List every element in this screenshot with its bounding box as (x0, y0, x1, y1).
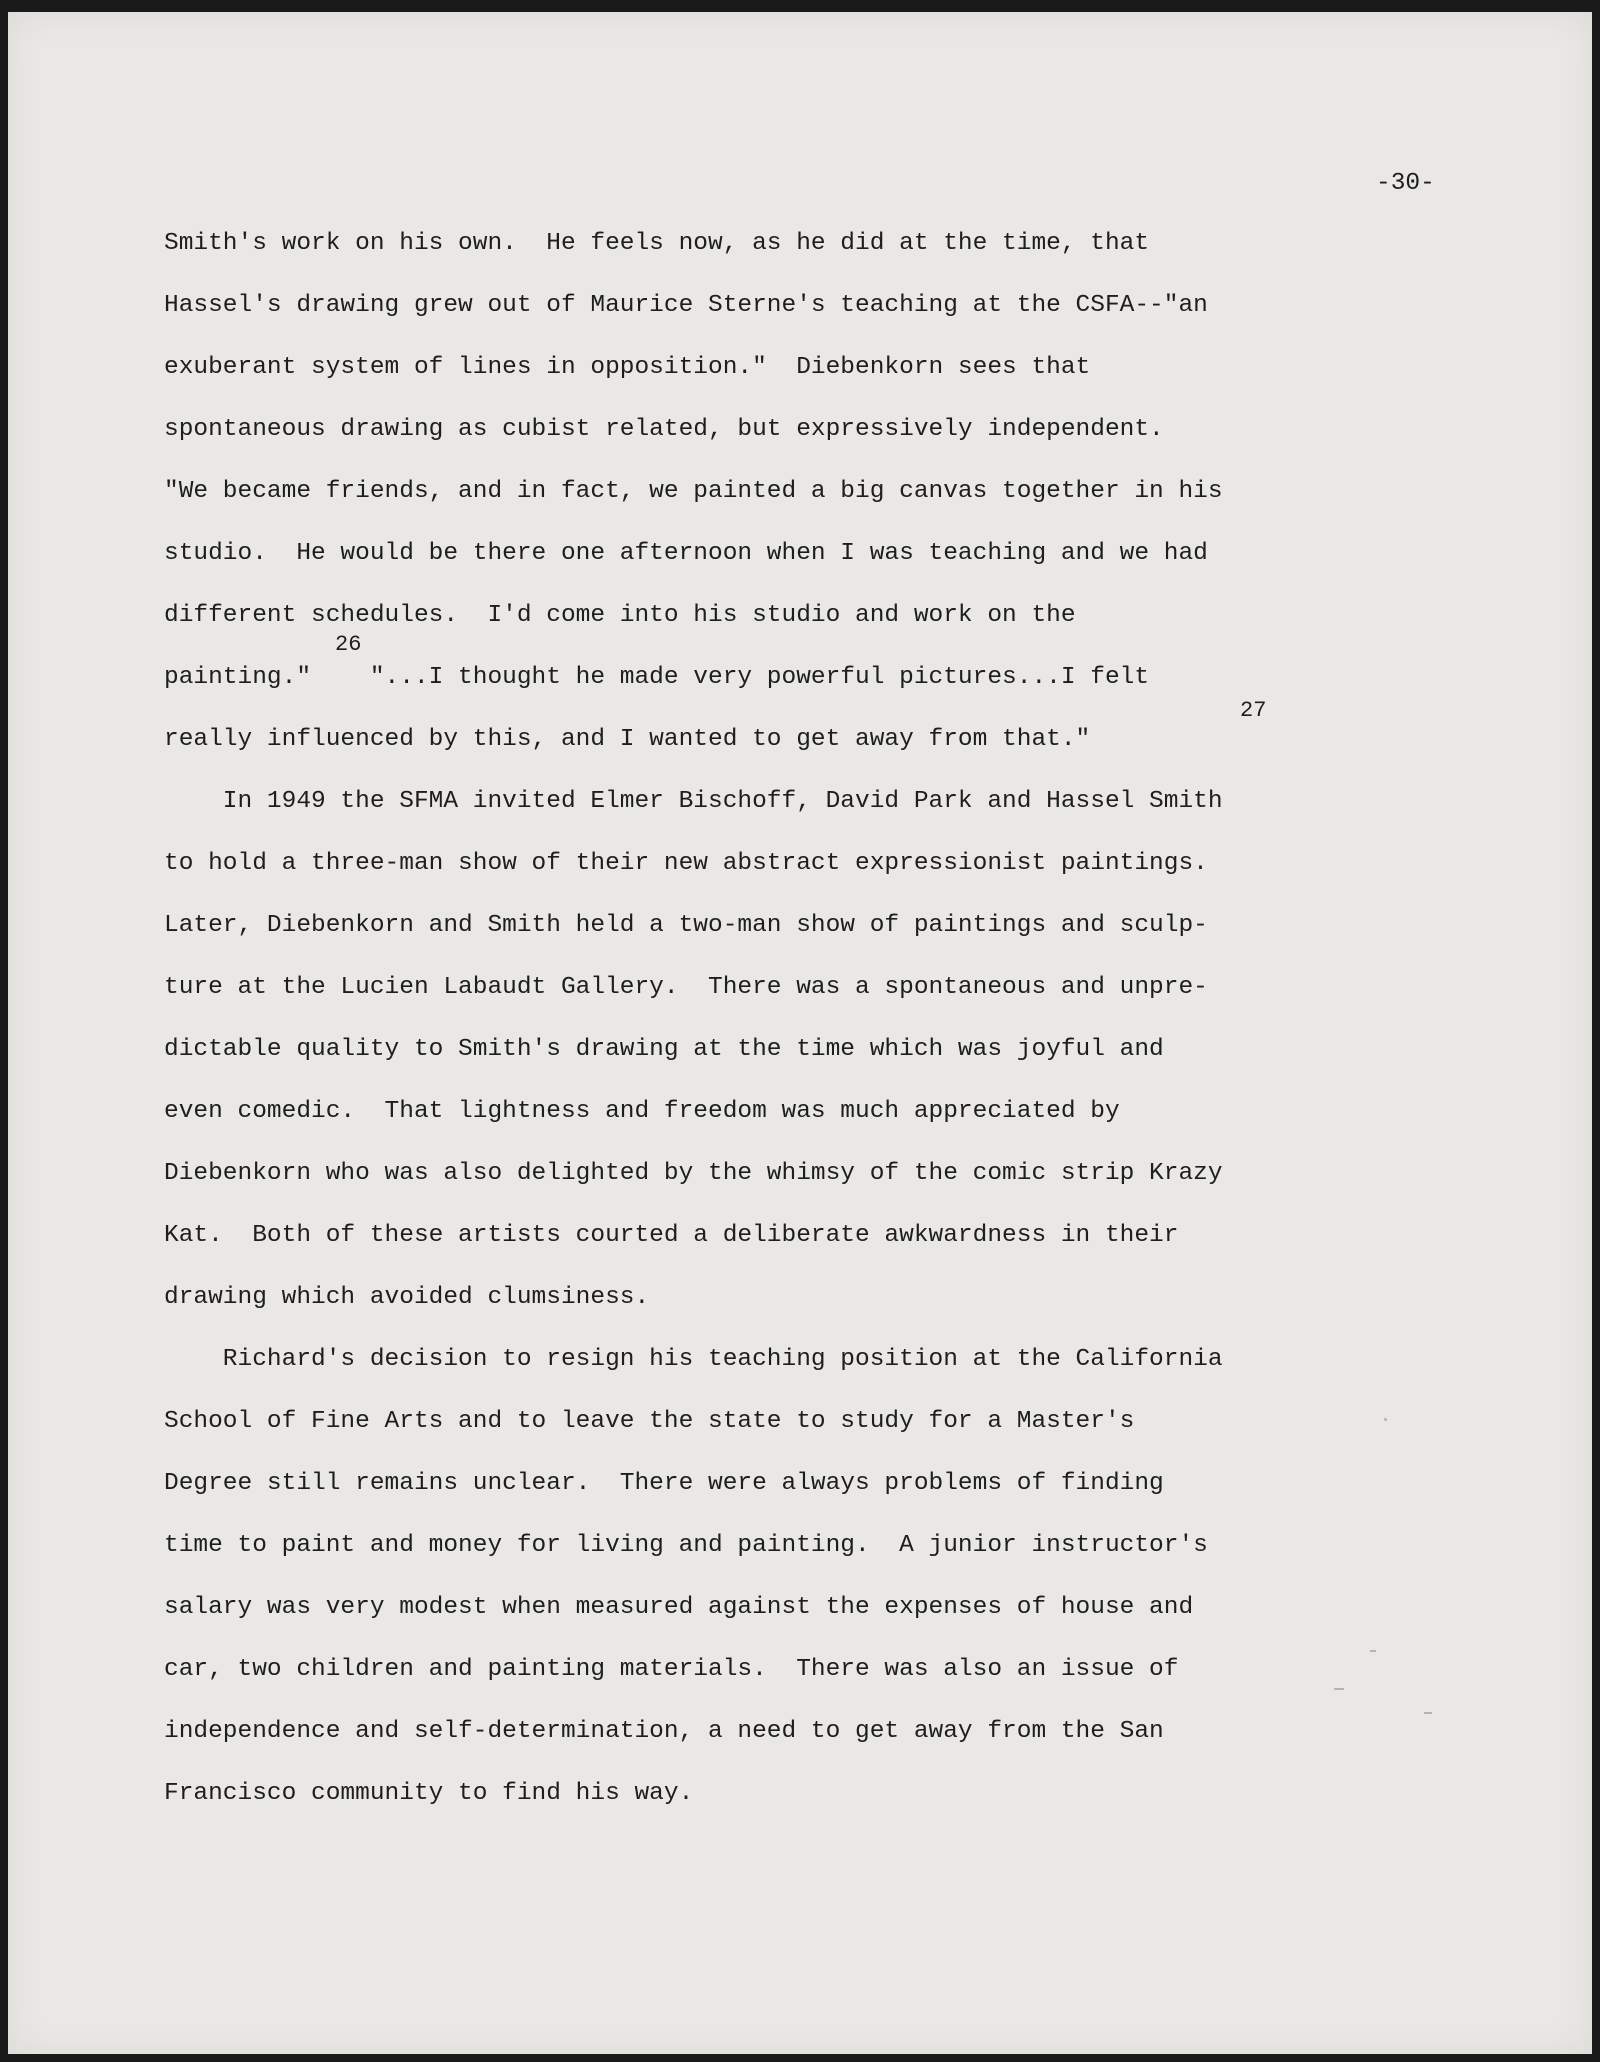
text-line: salary was very modest when measured against the expenses of house and (164, 1594, 1194, 1621)
footnote-marker: 26 (335, 632, 362, 657)
text-line: Later, Diebenkorn and Smith held a two-man show of paintings and sculp- (164, 912, 1208, 939)
text-line: Francisco community to find his way. (164, 1780, 694, 1807)
text-line: Hassel's drawing grew out of Maurice Sterne's teaching at the CSFA--"an (164, 292, 1208, 319)
text-line: exuberant system of lines in opposition." Diebenkorn sees that (164, 354, 1091, 381)
text-line: different schedules. I'd come into his studio and work on the (164, 602, 1076, 629)
text-line: really influenced by this, and I wanted to get away from that." (164, 726, 1091, 753)
text-line: car, two children and painting materials. There was also an issue of (164, 1656, 1179, 1683)
text-line: painting." "...I thought he made very powerful pictures...I felt (164, 664, 1150, 691)
text-line: spontaneous drawing as cubist related, but expressively independent. (164, 416, 1164, 443)
paper-speck (1424, 1712, 1432, 1714)
text-line: Diebenkorn who was also delighted by the whimsy of the comic strip Krazy (164, 1160, 1223, 1187)
text-line: dictable quality to Smith's drawing at the time which was joyful and (164, 1036, 1164, 1063)
text-line: even comedic. That lightness and freedom was much appreciated by (164, 1098, 1120, 1125)
text-line: In 1949 the SFMA invited Elmer Bischoff, David Park and Hassel Smith (164, 788, 1223, 815)
text-line: independence and self-determination, a need to get away from the San (164, 1718, 1164, 1745)
paper-speck (1384, 1418, 1387, 1421)
text-line: Richard's decision to resign his teaching position at the California (164, 1346, 1223, 1373)
paper-speck (1334, 1688, 1344, 1690)
text-line: to hold a three-man show of their new abstract expressionist paintings. (164, 850, 1208, 877)
page-number: -30- (1376, 170, 1435, 197)
text-line: "We became friends, and in fact, we painted a big canvas together in his (164, 478, 1223, 505)
text-line: studio. He would be there one afternoon when I was teaching and we had (164, 540, 1208, 567)
text-line: drawing which avoided clumsiness. (164, 1284, 650, 1311)
text-line: ture at the Lucien Labaudt Gallery. There was a spontaneous and unpre- (164, 974, 1208, 1001)
footnote-marker: 27 (1240, 698, 1267, 723)
paper-speck (1370, 1650, 1376, 1652)
text-line: time to paint and money for living and painting. A junior instructor's (164, 1532, 1208, 1559)
text-line: Kat. Both of these artists courted a deliberate awkwardness in their (164, 1222, 1179, 1249)
document-page (8, 12, 1592, 2054)
text-line: School of Fine Arts and to leave the state to study for a Master's (164, 1408, 1135, 1435)
text-line: Degree still remains unclear. There were always problems of finding (164, 1470, 1164, 1497)
text-line: Smith's work on his own. He feels now, as he did at the time, that (164, 230, 1150, 257)
